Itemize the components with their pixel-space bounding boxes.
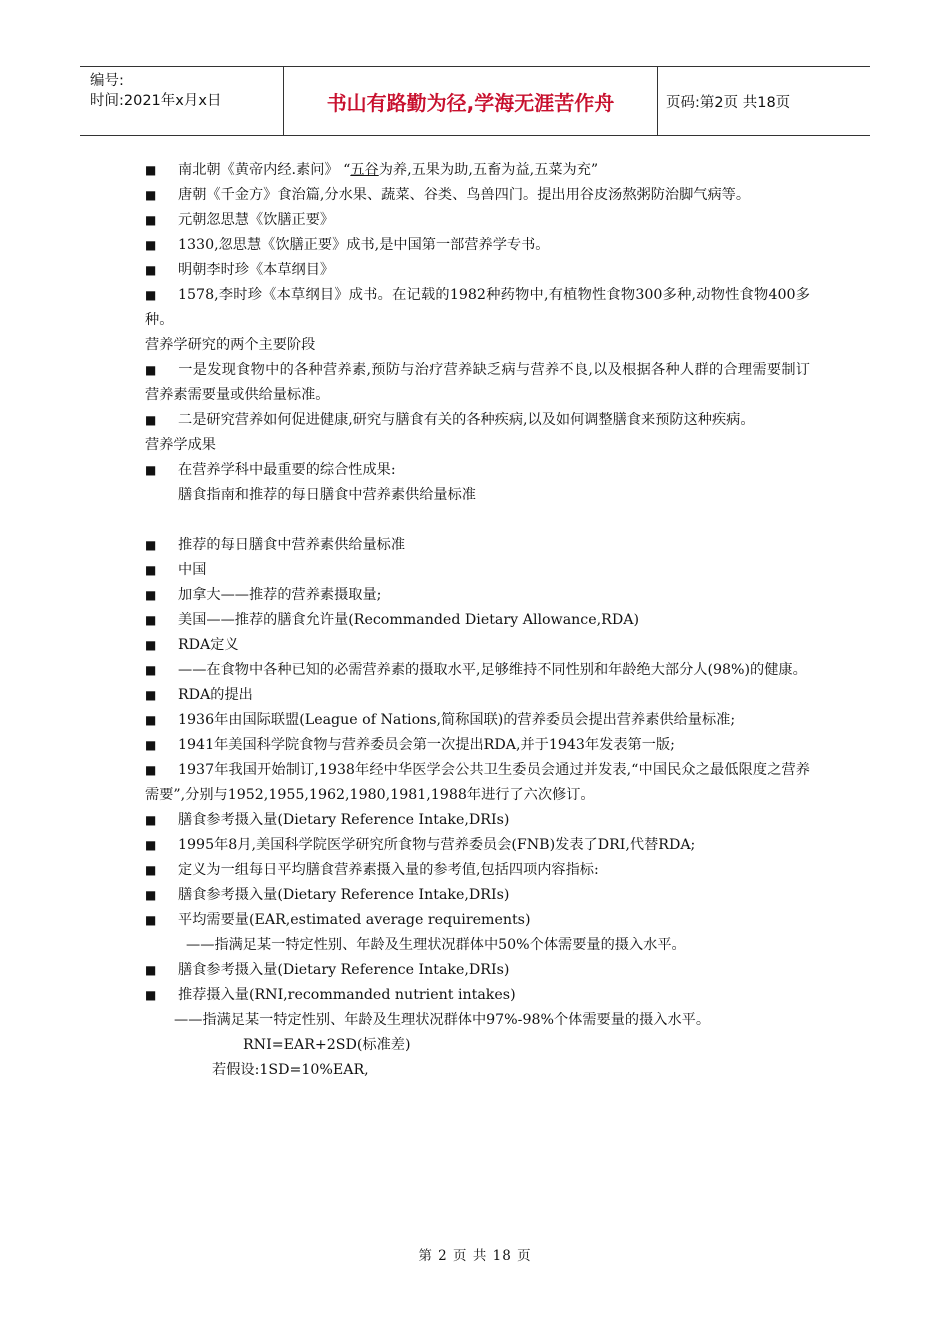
bullet-icon: ■ [145, 763, 157, 777]
page-footer: 第 2 页 共 18 页 [418, 1248, 532, 1264]
section-heading: 营养学成果 [145, 437, 216, 453]
bullet-icon: ■ [145, 288, 157, 302]
paragraph: ■ 1941年美国科学院食物与营养委员会第一次提出RDA,并于1943年发表第一版; [145, 733, 810, 758]
paragraph: ■ 唐朝《千金方》食治篇,分水果、蔬菜、谷类、鸟兽四门。提出用谷皮汤熬粥防治脚气病等。 [145, 183, 810, 208]
bullet-icon: ■ [145, 563, 157, 577]
bullet-icon: ■ [145, 263, 157, 277]
paragraph: ■ 定义为一组每日平均膳食营养素摄入量的参考值,包括四项内容指标: [145, 858, 810, 883]
bullet-icon: ■ [145, 538, 157, 552]
bullet-icon: ■ [145, 413, 157, 427]
paragraph: ■ 二是研究营养如何促进健康,研究与膳食有关的各种疾病,以及如何调整膳食来预防这种疾病。 [145, 408, 810, 433]
bullet-icon: ■ [145, 363, 157, 377]
paragraph: ——指满足某一特定性别、年龄及生理状况群体中97%-98%个体需要量的摄入水平。 [174, 1012, 711, 1028]
paragraph: ■ 推荐摄入量(RNI,recommanded nutrient intakes) [145, 983, 810, 1008]
section-heading: 营养学研究的两个主要阶段 [145, 337, 316, 353]
paragraph: ■ 加拿大——推荐的营养素摄取量; [145, 583, 810, 608]
bullet-icon: ■ [145, 163, 157, 177]
paragraph: ——指满足某一特定性别、年龄及生理状况群体中50%个体需要量的摄入水平。 [186, 937, 686, 953]
paragraph: ■ 膳食参考摄入量(Dietary Reference Intake,DRIs) [145, 883, 810, 908]
paragraph: ■ ——在食物中各种已知的必需营养素的摄取水平,足够维持不同性别和年龄绝大部分人(98%)的健康。 [145, 658, 810, 683]
bullet-icon: ■ [145, 913, 157, 927]
bullet-icon: ■ [145, 463, 157, 477]
bullet-icon: ■ [145, 588, 157, 602]
paragraph: ■ 在营养学科中最重要的综合性成果: [145, 458, 810, 483]
paragraph: ■ 1330,忽思慧《饮膳正要》成书,是中国第一部营养学专书。 [145, 233, 810, 258]
bullet-icon: ■ [145, 813, 157, 827]
bullet-icon: ■ [145, 838, 157, 852]
bullet-icon: ■ [145, 238, 157, 252]
paragraph: ■ 南北朝《黄帝内经.素问》 “五谷为养,五果为助,五畜为益,五菜为充” [145, 158, 810, 183]
header-meta [80, 67, 284, 135]
time-label: 时间:2021年x月x日 [90, 93, 222, 109]
bullet-icon: ■ [145, 713, 157, 727]
bullet-icon: ■ [145, 663, 157, 677]
bullet-icon: ■ [145, 638, 157, 652]
paragraph: ■ 元朝忽思慧《饮膳正要》 [145, 208, 810, 233]
header-page-info: 页码:第2页 共18页 [666, 94, 791, 111]
paragraph: ■ 一是发现食物中的各种营养素,预防与治疗营养缺乏病与营养不良,以及根据各种人群的合理需要制订营养素需要量或供给量标准。 [145, 358, 810, 408]
paragraph: 膳食指南和推荐的每日膳食中营养素供给量标准 [178, 487, 476, 503]
paragraph: ■ 1937年我国开始制订,1938年经中华医学会公共卫生委员会通过并发表,“中国民众之最低限度之营养需要”,分别与1952,1955,1962,1980,1981,1988年进行了六次修订。 [145, 758, 810, 808]
formula: RNI=EAR+2SD(标准差) [243, 1037, 411, 1053]
paragraph: ■ 膳食参考摄入量(Dietary Reference Intake,DRIs) [145, 958, 810, 983]
bullet-icon: ■ [145, 888, 157, 902]
code-label: 编号: [90, 73, 124, 89]
header-motto: 书山有路勤为径,学海无涯苦作舟 [284, 67, 658, 135]
page-header [80, 66, 870, 136]
paragraph: ■ 平均需要量(EAR,estimated average requirements) [145, 908, 810, 933]
paragraph: ■ 膳食参考摄入量(Dietary Reference Intake,DRIs) [145, 808, 810, 833]
bullet-icon: ■ [145, 738, 157, 752]
paragraph: ■ RDA的提出 [145, 683, 810, 708]
bullet-icon: ■ [145, 863, 157, 877]
bullet-icon: ■ [145, 688, 157, 702]
bullet-icon: ■ [145, 963, 157, 977]
bullet-icon: ■ [145, 988, 157, 1002]
paragraph: ■ RDA定义 [145, 633, 810, 658]
document-body [145, 158, 810, 1083]
blank-line [145, 508, 810, 533]
bullet-icon: ■ [145, 613, 157, 627]
paragraph: ■ 推荐的每日膳食中营养素供给量标准 [145, 533, 810, 558]
formula: 若假设:1SD=10%EAR, [212, 1062, 369, 1078]
paragraph: ■ 明朝李时珍《本草纲目》 [145, 258, 810, 283]
bullet-icon: ■ [145, 213, 157, 227]
paragraph: ■ 1995年8月,美国科学院医学研究所食物与营养委员会(FNB)发表了DRI,代替RDA; [145, 833, 810, 858]
paragraph: ■ 中国 [145, 558, 810, 583]
bullet-icon: ■ [145, 188, 157, 202]
underlined-text: 五谷 [350, 162, 379, 178]
paragraph: ■ 1936年由国际联盟(League of Nations,简称国联)的营养委员会提出营养素供给量标准; [145, 708, 810, 733]
paragraph: ■ 美国——推荐的膳食允许量(Recommanded Dietary Allowance,RDA) [145, 608, 810, 633]
paragraph: ■ 1578,李时珍《本草纲目》成书。在记载的1982种药物中,有植物性食物300多种,动物性食物400多种。 [145, 283, 810, 333]
